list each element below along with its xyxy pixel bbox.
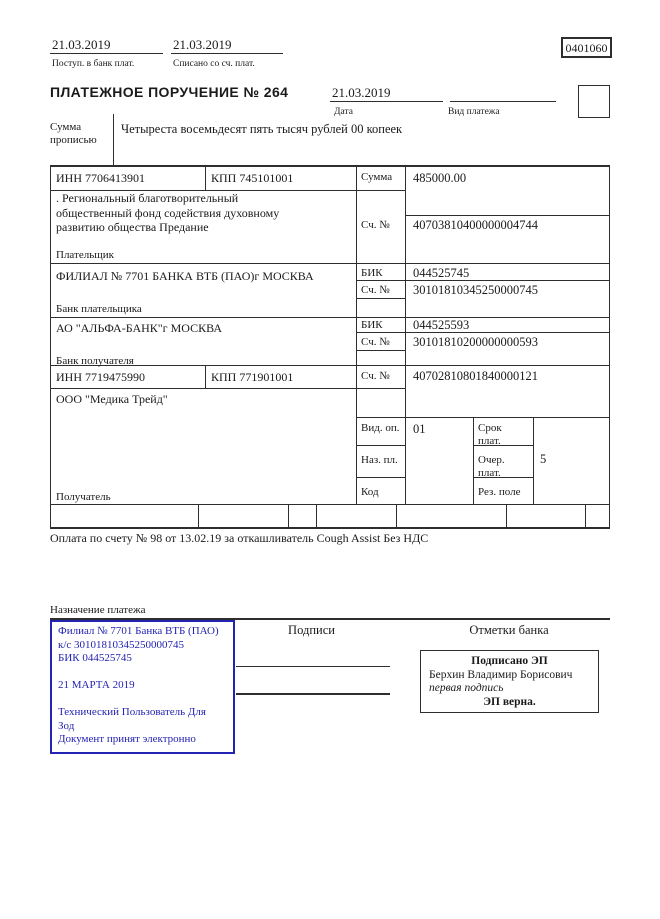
divider bbox=[205, 365, 206, 388]
amount-words-value: Четыреста восемьдесят пять тысяч рублей 00 копеек bbox=[121, 122, 403, 136]
doc-date-label: Дата bbox=[334, 107, 353, 117]
divider bbox=[506, 505, 507, 527]
payee-name: ООО "Медика Трейд" bbox=[56, 392, 168, 406]
payee-bank-bik-label: БИК bbox=[361, 319, 383, 331]
received-date-field bbox=[50, 36, 163, 54]
divider bbox=[356, 417, 610, 418]
op-type-label: Вид. оп. bbox=[361, 422, 400, 434]
divider bbox=[50, 388, 405, 389]
esign-title: Подписано ЭП bbox=[471, 655, 548, 667]
form-code-box bbox=[561, 37, 612, 58]
esign-signer: Берхин Владимир Борисович bbox=[429, 668, 573, 681]
payer-bank-label: Банк плательщика bbox=[56, 303, 142, 315]
payee-account: 40702810801840000121 bbox=[413, 369, 538, 383]
payer-label: Плательщик bbox=[56, 249, 114, 261]
code-label: Код bbox=[361, 486, 379, 498]
divider bbox=[405, 165, 406, 505]
payer-inn: ИНН 7706413901 bbox=[56, 171, 145, 185]
divider bbox=[356, 445, 405, 446]
reserve-label: Рез. поле bbox=[478, 486, 521, 498]
payer-bank-account-label: Сч. № bbox=[361, 284, 390, 296]
doc-date: 21.03.2019 bbox=[332, 85, 391, 100]
divider bbox=[205, 165, 206, 191]
form-code: 0401060 bbox=[565, 41, 608, 55]
payment-type-label: Вид платежа bbox=[448, 107, 500, 117]
divider bbox=[50, 165, 51, 505]
divider bbox=[113, 114, 114, 165]
amount-label: Сумма bbox=[361, 171, 393, 183]
divider bbox=[316, 505, 317, 527]
payer-bank-bik-label: БИК bbox=[361, 267, 383, 279]
esign-kind: первая подпись bbox=[429, 682, 504, 694]
divider bbox=[356, 477, 405, 478]
payer-name: . Региональный благотворительный общественный фонд содействия духовному развитию общества Предание bbox=[56, 191, 280, 234]
tax-fields-row bbox=[50, 505, 610, 528]
payer-account: 40703810400000004744 bbox=[413, 218, 538, 232]
divider bbox=[50, 317, 610, 318]
received-date: 21.03.2019 bbox=[52, 37, 111, 52]
stamp-line: к/с 30101810345250000745 bbox=[58, 638, 185, 651]
purpose-label: Назначение платежа bbox=[50, 604, 146, 616]
priority-label: Очер. плат. bbox=[478, 454, 505, 479]
divider bbox=[609, 165, 610, 505]
stamp-line bbox=[58, 693, 227, 707]
payee-account-label: Сч. № bbox=[361, 370, 390, 382]
main-table bbox=[50, 165, 610, 505]
divider bbox=[198, 505, 199, 527]
term-label: Срок плат. bbox=[478, 422, 502, 447]
payee-bank-bik: 044525593 bbox=[413, 318, 470, 332]
payee-bank-name: АО "АЛЬФА-БАНК"г МОСКВА bbox=[56, 321, 223, 335]
divider bbox=[50, 527, 610, 529]
purpose-text: Оплата по счету № 98 от 13.02.19 за откашливатель Cough Assist Без НДС bbox=[50, 531, 429, 545]
payee-label: Получатель bbox=[56, 491, 111, 503]
divider bbox=[50, 165, 610, 167]
stamp-line: Филиал № 7701 Банка ВТБ (ПАО) bbox=[58, 625, 219, 637]
stamp-line: 21 МАРТА 2019 bbox=[58, 679, 135, 691]
debited-date-field bbox=[171, 36, 283, 54]
doc-date-field bbox=[330, 85, 443, 102]
divider bbox=[396, 505, 397, 527]
stamp-line: Технический Пользователь Для bbox=[58, 706, 206, 718]
bank-marks-title: Отметки банка bbox=[469, 623, 549, 637]
priority-value: 5 bbox=[540, 452, 547, 466]
payee-bank-label: Банк получателя bbox=[56, 355, 134, 367]
payee-bank-account-label: Сч. № bbox=[361, 336, 390, 348]
divider bbox=[533, 417, 534, 505]
divider bbox=[356, 298, 405, 299]
debited-date-label: Списано со сч. плат. bbox=[173, 59, 255, 69]
divider bbox=[50, 365, 610, 366]
divider bbox=[50, 263, 610, 264]
signature-line bbox=[236, 666, 390, 667]
divider bbox=[473, 417, 474, 505]
divider bbox=[288, 505, 289, 527]
esign-valid: ЭП верна. bbox=[483, 695, 536, 708]
payee-kpp: КПП 771901001 bbox=[211, 370, 294, 384]
payee-inn: ИНН 7719475990 bbox=[56, 370, 145, 384]
stamp-line: БИК 044525745 bbox=[58, 652, 132, 664]
amount-value: 485000.00 bbox=[413, 171, 467, 185]
payer-bank-name: ФИЛИАЛ № 7701 БАНКА ВТБ (ПАО)г МОСКВА bbox=[56, 269, 314, 283]
received-date-label: Поступ. в банк плат. bbox=[52, 59, 135, 69]
divider bbox=[50, 505, 51, 527]
divider bbox=[609, 505, 610, 527]
bank-electronic-stamp bbox=[50, 620, 235, 754]
divider bbox=[356, 332, 610, 333]
divider bbox=[356, 280, 610, 281]
stamp-line: Зод bbox=[58, 719, 75, 732]
payment-type-box bbox=[578, 85, 610, 118]
signature-line bbox=[236, 693, 390, 695]
divider bbox=[356, 165, 357, 505]
page-title: ПЛАТЕЖНОЕ ПОРУЧЕНИЕ № 264 bbox=[50, 84, 289, 100]
op-type-value: 01 bbox=[413, 422, 426, 436]
payer-kpp: КПП 745101001 bbox=[211, 171, 294, 185]
stamp-line bbox=[58, 666, 227, 680]
payer-bank-bik: 044525745 bbox=[413, 266, 470, 280]
payer-bank-account: 30101810345250000745 bbox=[413, 283, 538, 297]
esign-stamp bbox=[420, 650, 599, 713]
divider bbox=[405, 215, 610, 216]
divider bbox=[585, 505, 586, 527]
signatures-title: Подписи bbox=[288, 623, 335, 637]
purpose-code-label: Наз. пл. bbox=[361, 454, 398, 466]
payment-type-line bbox=[450, 101, 556, 102]
divider bbox=[356, 350, 405, 351]
payee-bank-account: 30101810200000000593 bbox=[413, 335, 538, 349]
amount-words-label: Сумма прописью bbox=[50, 121, 97, 146]
stamp-line: Документ принят электронно bbox=[58, 733, 196, 745]
payer-account-label: Сч. № bbox=[361, 219, 390, 231]
debited-date: 21.03.2019 bbox=[173, 37, 232, 52]
